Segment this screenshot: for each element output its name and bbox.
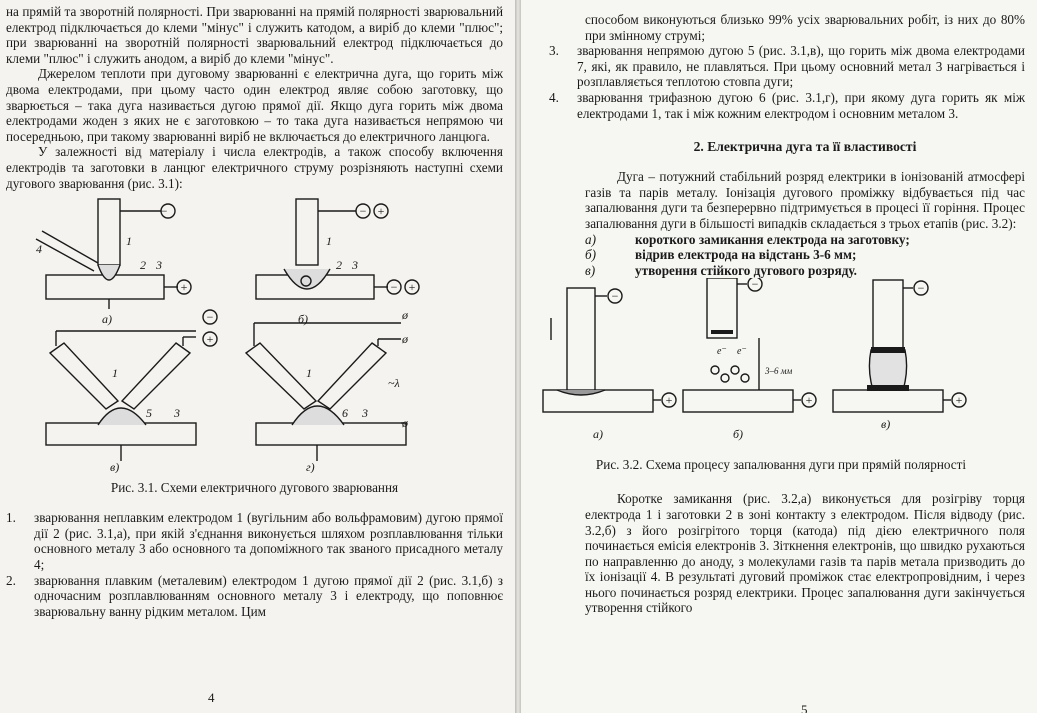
left-page xyxy=(0,0,515,713)
svg-text:−: − xyxy=(611,289,619,304)
figure-3-2-caption: Рис. 3.2. Схема процесу запалювання дуги при прямій полярності xyxy=(595,457,967,473)
base-metal-v xyxy=(46,423,196,445)
schemes-intro-paragraph: У залежності від матеріалу і числа електродів, а також способу включення електродів та заготовки в ланцюг електричного струму розрізняють наступні схеми дугового зварювання (рис. 3.1): xyxy=(6,144,503,191)
svg-text:−: − xyxy=(160,204,168,219)
svg-text:б): б) xyxy=(298,312,309,327)
electrode-v-right xyxy=(122,343,190,409)
list-item: 3. зварювання непрямою дугою 5 (рис. 3.1,в), що горить між двома електродами 7, які, як правило, не плавляться. При цьому основний метал 3 нагрівається і розплавляється теплотою стовпа дуги; xyxy=(549,43,1025,90)
svg-text:6: 6 xyxy=(342,406,348,421)
svg-text:+: + xyxy=(665,393,673,408)
list-item: 1. зварювання неплавким електродом 1 (вугільним або вольфрамовим) дугою прямої дії 2 (рис. 3.1,а), при якій з'єднання виконується шляхом розплавлювання тільки основного металу 3 або основного та допоміжного так званого присадного металу 4; xyxy=(6,510,503,572)
arc-source-paragraph: Джерелом теплоти при дуговому зварюванні є електрична дуга, що горить між двома електродами, при цьому часто один електрод являє собою заготовку, що зварюється – така дуга називається дугою прямої дії. Якщо дуга горить між двома електродами жоден з яких не є заготовкою – то така дуга називається непрямою чи посередньою, при такому зварюванні виріб не включається до електричного ланцюга. xyxy=(6,66,503,144)
svg-text:в): в) xyxy=(110,460,120,474)
svg-text:а): а) xyxy=(102,312,112,327)
list-item: 2. зварювання плавким (металевим) електродом 1 дугою прямої дії 2 (рис. 3.1,б) з одночасним розплавлюванням основного металу 3 і електроду, що поповнює зварювальну ванну рідким металом. Цим xyxy=(6,572,503,619)
svg-text:3–6 мм: 3–6 мм xyxy=(765,366,793,377)
ignition-steps xyxy=(585,232,1025,279)
svg-text:в): в) xyxy=(881,417,891,432)
figure-3-2 xyxy=(537,278,1025,473)
svg-text:г): г) xyxy=(306,460,315,474)
electrode-v-left xyxy=(50,343,118,409)
base-metal-g xyxy=(256,423,406,445)
svg-text:3: 3 xyxy=(362,406,368,421)
svg-text:+: + xyxy=(377,204,385,219)
list-item: 4. зварювання трифазною дугою 6 (рис. 3.1,г), при якому дуга горить як між електродами 1, так і між кожним електродом і основним металом 3. xyxy=(549,89,1025,121)
svg-text:+: + xyxy=(805,393,813,408)
list-item: б) відрив електрода на відстань 3-6 мм; xyxy=(585,247,857,263)
svg-text:e⁻: e⁻ xyxy=(737,346,747,358)
svg-text:ø: ø xyxy=(402,416,408,431)
svg-text:1: 1 xyxy=(326,234,332,249)
short-circuit-paragraph: Коротке замикання (рис. 3.2,а) виконується для розігріву торця електрода 1 і заготовки 2 в зоні контакту з електродом. Після відводу (рис. 3.2,б) з його розігрітого торця (катода) під дією електричного поля починається емісія електронів 3. Зіткнення електронів, що швидко рухаються по направленню до аноду, з молекулами газів та парів метала призводить до їх іонізації 4. В результаті дуговий проміжок стає електропровідним, і через нього починається розряд електрики. Процес запалювання дуги закінчується утворення стійкого xyxy=(585,491,1025,616)
list-item: в) утворення стійкого дугового розряду. xyxy=(585,262,857,278)
svg-text:+: + xyxy=(955,393,963,408)
svg-text:e⁻: e⁻ xyxy=(717,346,727,358)
list-item: а) короткого замикання електрода на заготовку; xyxy=(585,231,910,247)
svg-text:ø: ø xyxy=(402,308,408,323)
arc-definition-paragraph: Дуга – потужний стабільний розряд електрики в іонізованій атмосфері газів та парів металу. Іонізація дугового проміжку відбувається під час запалювання дуги та безперервно підтримується в процесі її горіння. Процес запалювання дуги в більшості випадків складається з трьох етапів (рис. 3.2): xyxy=(585,169,1025,231)
figure-3-1-caption: Рис. 3.1. Схеми електричного дугового зварювання xyxy=(110,480,399,496)
svg-text:−: − xyxy=(917,281,925,296)
schemes-list-1 xyxy=(6,510,503,619)
svg-text:ø: ø xyxy=(402,332,408,347)
svg-text:2: 2 xyxy=(140,258,146,273)
electrode-a xyxy=(98,199,120,265)
welding-schemes-diagram xyxy=(6,191,503,473)
figure-3-1 xyxy=(6,191,503,496)
electrode-b xyxy=(296,199,318,265)
svg-text:~λ: ~λ xyxy=(388,376,400,391)
svg-text:б): б) xyxy=(733,427,744,442)
svg-text:4: 4 xyxy=(36,242,42,257)
svg-text:1: 1 xyxy=(306,366,312,381)
svg-text:3: 3 xyxy=(174,406,180,421)
svg-text:−: − xyxy=(390,280,398,295)
svg-text:1: 1 xyxy=(112,366,118,381)
arc-ignition-diagram xyxy=(537,278,993,450)
page-number: 4 xyxy=(208,690,215,705)
svg-text:2: 2 xyxy=(336,258,342,273)
continuation-paragraph: способом виконуються близько 99% усіх зварювальних робіт, із них до 80% при змінному струмі; xyxy=(585,12,1025,43)
svg-text:+: + xyxy=(180,280,188,295)
svg-text:−: − xyxy=(751,278,759,292)
right-page xyxy=(521,0,1037,713)
svg-text:5: 5 xyxy=(146,406,152,421)
svg-text:+: + xyxy=(206,332,214,347)
intro-paragraph: на прямій та зворотній полярності. При зварюванні на прямій полярності зварювальний електрод підключається до клеми "мінус" і служить катодом, а виріб до клеми "плюс"; при зварюванні на зворотній полярності зварювальний електрод підключається до клеми "плюс" і служить анодом, а виріб до клеми "мінус". xyxy=(6,4,503,66)
page-number: 5 xyxy=(801,702,808,713)
section-title: 2. Електрична дуга та її властивості xyxy=(693,139,917,155)
svg-text:1: 1 xyxy=(126,234,132,249)
svg-text:−: − xyxy=(206,310,214,325)
schemes-list-2 xyxy=(549,43,1025,121)
svg-text:−: − xyxy=(359,204,367,219)
svg-text:а): а) xyxy=(593,427,603,442)
svg-text:+: + xyxy=(408,280,416,295)
electrode-g-right xyxy=(318,343,386,409)
svg-text:3: 3 xyxy=(156,258,162,273)
svg-text:3: 3 xyxy=(352,258,358,273)
